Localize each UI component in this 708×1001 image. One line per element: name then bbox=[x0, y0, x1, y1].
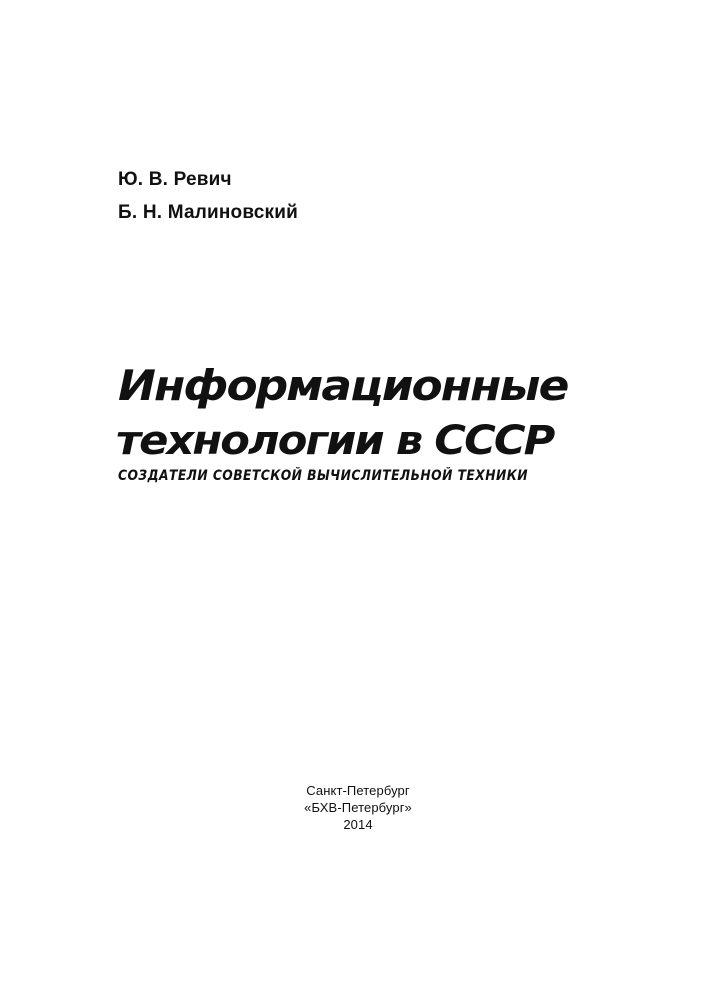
publication-imprint bbox=[0, 782, 708, 833]
publication-year: 2014 bbox=[343, 817, 373, 832]
publisher-name: «БХВ-Петербург» bbox=[304, 800, 412, 815]
book-subtitle: СОЗДАТЕЛИ СОВЕТСКОЙ ВЫЧИСЛИТЕЛЬНОЙ ТЕХНИКИ bbox=[118, 468, 528, 484]
book-title-line-2: технологии в СССР bbox=[116, 418, 554, 464]
author-name: Б. Н. Малиновский bbox=[118, 202, 298, 223]
publication-city: Санкт-Петербург bbox=[306, 783, 410, 798]
book-title-line-1: Информационные bbox=[118, 361, 568, 410]
authors-block bbox=[118, 163, 298, 229]
book-title-block bbox=[116, 361, 636, 484]
author-name: Ю. В. Ревич bbox=[118, 169, 232, 190]
